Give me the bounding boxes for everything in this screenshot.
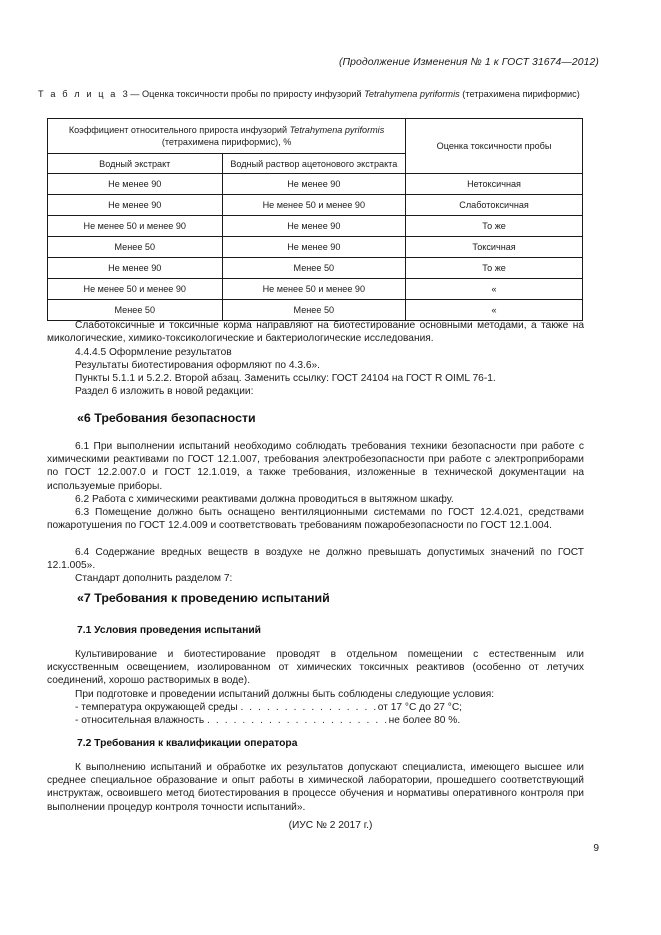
- paragraph-toxic-feed: [47, 319, 584, 345]
- condition-temperature-leader: . . . . . . . . . . . . . . . .: [240, 702, 378, 713]
- table-caption-text-a: Оценка токсичности пробы по приросту инфузорий: [142, 89, 362, 99]
- table-body: [48, 174, 583, 321]
- table-caption-dash: —: [130, 89, 140, 99]
- paragraph-7-1-2-text: При подготовке и проведении испытаний должны быть соблюдены следующие условия:: [75, 689, 495, 700]
- table-cell-assessment: Слаботоксичная: [406, 195, 583, 216]
- heading-section-7-1: 7.1 Условия проведения испытаний: [77, 625, 262, 636]
- paragraph-6-4: [47, 546, 584, 572]
- condition-temperature: [47, 701, 584, 714]
- table-cell-assessment: Нетоксичная: [406, 174, 583, 195]
- paragraph-toxic-feed-text: Слаботоксичные и токсичные корма направляют на биотестирование основными методами, а также на микологические, химико-токсикологические и бактериологические исследования.: [47, 320, 584, 345]
- table-cell-acetone: Не менее 50 и менее 90: [222, 279, 406, 300]
- table-caption: [38, 88, 626, 101]
- table-header-assessment: Оценка токсичности пробы: [406, 119, 583, 174]
- table-header-group-line1: Коэффициент относительного прироста инфузорий: [68, 125, 288, 135]
- toxicity-table: [47, 118, 583, 321]
- paragraph-points-text: Пункты 5.1.1 и 5.2.2. Второй абзац. Заменить ссылку: ГОСТ 24104 на ГОСТ R OIML 76-1.: [75, 373, 496, 384]
- paragraph-6-3-text: 6.3 Помещение должно быть оснащено вентиляционными системами по ГОСТ 12.4.021, средствами пожаротушения по ГОСТ 12.4.009 и соответствовать требованиям пожаробезопасности по ГОСТ 12.1.004.: [47, 507, 584, 532]
- heading-section-7-2: 7.2 Требования к квалификации оператора: [77, 738, 298, 749]
- table-caption-prefix: Т а б л и ц а: [38, 89, 118, 99]
- running-header: (Продолжение Изменения № 1 к ГОСТ 31674—2012): [338, 57, 599, 68]
- paragraph-4445-text: 4.4.4.5 Оформление результатов: [75, 347, 232, 358]
- table-cell-assessment: То же: [406, 258, 583, 279]
- paragraph-results: [47, 359, 584, 372]
- table-row: [48, 300, 583, 321]
- paragraph-points: [47, 372, 584, 385]
- table-caption-species: Tetrahymena pyriformis: [364, 89, 460, 99]
- paragraph-standard-add-text: Стандарт дополнить разделом 7:: [75, 573, 233, 584]
- paragraph-7-1-1-text: Культивирование и биотестирование проводят в отдельном помещении с естественным или искусственным освещением, изолированном от химических токсичных реактивов (особенно от летучих соединений, хорошо растворимых в воде).: [47, 649, 584, 687]
- table-header-group-line2: (тетрахимена пириформис), %: [161, 137, 292, 147]
- table-cell-water: Менее 50: [48, 237, 223, 258]
- table-row: [48, 174, 583, 195]
- paragraph-7-1-1: [47, 648, 584, 688]
- paragraph-results-text: Результаты биотестирования оформляют по 4.3.6».: [75, 360, 320, 371]
- paragraph-standard-add: [47, 572, 584, 585]
- table-cell-water: Не менее 90: [48, 174, 223, 195]
- table-caption-text-b: (тетрахимена пириформис): [462, 89, 580, 99]
- table-header-acetone-extract: Водный раствор ацетонового экстракта: [222, 154, 406, 174]
- table-row: [48, 279, 583, 300]
- paragraph-6-2: [47, 493, 584, 506]
- paragraph-6-1-text: 6.1 При выполнении испытаний необходимо соблюдать требования техники безопасности при работе с химическими реактивами по ГОСТ 12.1.007, требования электробезопасности при работе с электроприборами по ГОСТ 12.2.007.0 и ГОСТ 12.1.019, а также требования, изложенные в технической документации на используемые приборы.: [47, 441, 584, 492]
- table-row: [48, 258, 583, 279]
- condition-temperature-value: от 17 °С до 27 °С;: [377, 702, 463, 713]
- heading-section-6: «6 Требования безопасности: [77, 411, 256, 425]
- table-cell-water: Не менее 90: [48, 195, 223, 216]
- table-header-row-group: [48, 119, 583, 154]
- table-row: [48, 237, 583, 258]
- condition-humidity: [47, 714, 584, 727]
- table-cell-acetone: Не менее 90: [222, 216, 406, 237]
- table-row: [48, 195, 583, 216]
- table-cell-assessment: То же: [406, 216, 583, 237]
- table-cell-acetone: Менее 50: [222, 258, 406, 279]
- condition-humidity-leader: . . . . . . . . . . . . . . . . . . . . .: [206, 715, 389, 726]
- table-cell-water: Менее 50: [48, 300, 223, 321]
- table-cell-acetone: Не менее 50 и менее 90: [222, 195, 406, 216]
- paragraph-7-2: [47, 761, 584, 814]
- condition-humidity-value: не более 80 %.: [388, 715, 461, 726]
- table-cell-water: Не менее 90: [48, 258, 223, 279]
- ius-note: (ИУС № 2 2017 г.): [288, 820, 373, 831]
- table-head: [48, 119, 583, 174]
- table-cell-acetone: Не менее 90: [222, 174, 406, 195]
- paragraph-6-2-text: 6.2 Работа с химическими реактивами должна проводиться в вытяжном шкафу.: [75, 494, 454, 505]
- table-header-water-extract: Водный экстракт: [48, 154, 223, 174]
- table-cell-assessment: Токсичная: [406, 237, 583, 258]
- condition-temperature-label: - температура окружающей среды: [75, 702, 238, 713]
- table-header-group: [48, 119, 406, 154]
- table-cell-acetone: Не менее 90: [222, 237, 406, 258]
- paragraph-7-1-2: [47, 688, 584, 701]
- table-cell-assessment: «: [406, 300, 583, 321]
- table-caption-number: 3: [122, 89, 128, 99]
- page-number: 9: [593, 843, 599, 854]
- paragraph-6-3: [47, 506, 584, 532]
- table-cell-water: Не менее 50 и менее 90: [48, 279, 223, 300]
- table-header-group-species: Tetrahymena pyriformis: [289, 125, 385, 135]
- paragraph-7-2-text: К выполнению испытаний и обработке их результатов допускают специалиста, имеющего высшее или среднее специальное образование и опыт работы в химической лаборатории, прошедшего соответствующий инструктаж, освоившего метод биотестирования в процессе обучения и нормативы оперативного контроля при выполнении процедур контроля точности испытаний».: [47, 762, 584, 813]
- table-cell-assessment: «: [406, 279, 583, 300]
- condition-humidity-label: - относительная влажность: [75, 715, 205, 726]
- table-cell-acetone: Менее 50: [222, 300, 406, 321]
- paragraph-section6-intro-text: Раздел 6 изложить в новой редакции:: [75, 386, 254, 397]
- heading-section-7: «7 Требования к проведению испытаний: [77, 591, 330, 605]
- paragraph-4445: [47, 346, 584, 359]
- table-cell-water: Не менее 50 и менее 90: [48, 216, 223, 237]
- paragraph-6-4-text: 6.4 Содержание вредных веществ в воздухе не должно превышать допустимых значений по ГОСТ 12.1.005».: [47, 547, 584, 572]
- paragraph-6-1: [47, 440, 584, 493]
- table-row: [48, 216, 583, 237]
- paragraph-section6-intro: [47, 385, 584, 398]
